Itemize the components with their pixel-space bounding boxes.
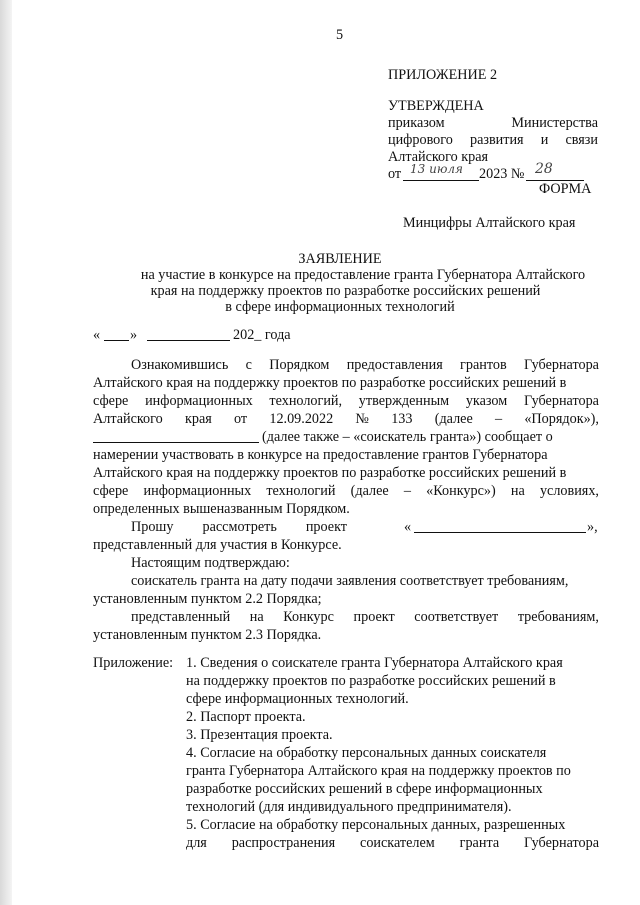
p1-line-6: намерении участвовать в конкурсе на предоставление грантов Губернатора: [93, 447, 548, 463]
order-line-3: Алтайского края: [388, 149, 489, 165]
order-date-prefix: от: [388, 166, 402, 182]
title-line-3: в сфере информационных технологий: [225, 299, 455, 315]
word: грантов: [460, 357, 507, 373]
word: технологий: [266, 483, 336, 499]
word: 133: [391, 411, 413, 427]
title-line-1: на участие в конкурсе на предоставление гранта Губернатора Алтайского: [140, 267, 586, 283]
addressee: Минцифры Алтайского края: [403, 215, 576, 231]
order-year: 2023 №: [479, 166, 525, 182]
order-word: приказом: [388, 115, 445, 131]
scan-edge-shadow: [0, 0, 12, 905]
order-date-line: [403, 180, 479, 181]
p1-line-9: определенных вышеназванным Порядком.: [93, 501, 350, 517]
order-word: и: [540, 132, 549, 148]
attachment-1-line-1: 1. Сведения о соискателе гранта Губернатора Алтайского края: [186, 655, 563, 671]
word: проект: [353, 609, 395, 625]
order-date-handwritten: 13 июля: [410, 162, 463, 176]
page-number: 5: [336, 27, 344, 43]
order-number-handwritten: 28: [535, 161, 553, 177]
word: условиях,: [539, 483, 599, 499]
attachment-5-line-1: 5. Согласие на обработку персональных данных, разрешенных: [186, 817, 566, 833]
attachment-5-line-2: [186, 834, 599, 853]
word: технологий,: [269, 393, 343, 409]
word: сфере: [93, 483, 129, 499]
word: сфере: [93, 393, 129, 409]
attachment-4-line-4: технологий (для индивидуального предпринимателя).: [186, 799, 512, 815]
word: от: [234, 411, 248, 427]
project-name-blank: [414, 532, 586, 533]
title-line-2: края на поддержку проектов по разработке российских решений: [150, 283, 541, 299]
word: на: [249, 609, 264, 625]
day-blank-line: [104, 340, 129, 341]
attachment-2: 2. Паспорт проекта.: [186, 709, 306, 725]
appendix-heading: ПРИЛОЖЕНИЕ 2: [388, 67, 498, 83]
order-line-1: [388, 114, 598, 133]
word: Губернатора: [523, 835, 599, 851]
attachment-4-line-1: 4. Согласие на обработку персональных данных соискателя: [186, 745, 547, 761]
document-heading: ЗАЯВЛЕНИЕ: [298, 251, 382, 267]
word: проект: [305, 519, 347, 535]
word: с: [245, 357, 252, 373]
date-close-quote: »: [130, 327, 138, 343]
word: Губернатора: [523, 393, 599, 409]
project-close-quote: »,: [587, 519, 598, 535]
word: –: [403, 483, 411, 499]
word: на: [510, 483, 525, 499]
attachments-label: Приложение:: [93, 655, 174, 671]
word: рассмотреть: [202, 519, 277, 535]
date-year: 202_ года: [233, 327, 291, 343]
month-blank-line: [147, 340, 230, 341]
word: края: [184, 411, 212, 427]
approved-label: УТВЕРЖДЕНА: [388, 98, 484, 114]
word: соответствует: [414, 609, 499, 625]
date-open-quote: «: [93, 327, 101, 343]
attachment-1-line-2: на поддержку проектов по разработке российских решений в: [186, 673, 556, 689]
p1-line-1: [131, 356, 599, 375]
word: (далее: [434, 411, 473, 427]
word: утвержденным: [358, 393, 450, 409]
applicant-name-blank: [93, 442, 259, 443]
order-line-2: [388, 131, 598, 150]
word: Алтайского: [93, 411, 163, 427]
order-word: развития: [469, 132, 524, 148]
project-open-quote: «: [404, 519, 412, 535]
word: (далее: [350, 483, 389, 499]
word: «Порядок»),: [524, 411, 599, 427]
p2-line-1: [131, 518, 347, 537]
p5-line-1: [131, 608, 599, 627]
word: Прошу: [131, 519, 174, 535]
word: для: [186, 835, 207, 851]
word: информационных: [143, 483, 252, 499]
word: представленный: [131, 609, 231, 625]
p2-line-2: представленный для участия в Конкурсе.: [93, 537, 342, 553]
word: Ознакомившись: [131, 357, 229, 373]
word: указом: [465, 393, 508, 409]
order-word: цифрового: [388, 132, 453, 148]
word: распространения: [231, 835, 336, 851]
attachment-4-line-3: разработке российских решений в сфере информационных: [186, 781, 543, 797]
word: –: [495, 411, 503, 427]
p4-line-1: соискатель гранта на дату подачи заявления соответствует требованиям,: [131, 573, 569, 589]
word: Порядком: [269, 357, 330, 373]
attachment-1-line-3: сфере информационных технологий.: [186, 691, 409, 707]
word: Губернатора: [523, 357, 599, 373]
p1-line-5: (далее также – «соискатель гранта») сообщает о: [262, 429, 553, 445]
p3-line: Настоящим подтверждаю:: [131, 555, 290, 571]
word: гранта: [459, 835, 500, 851]
word: информационных: [145, 393, 253, 409]
p5-line-2: установленным пунктом 2.3 Порядка.: [93, 627, 322, 643]
p1-line-2: Алтайского края на поддержку проектов по разработке российских решений в: [93, 375, 567, 391]
p1-line-3: [93, 392, 599, 411]
word: требованиям,: [517, 609, 599, 625]
attachment-4-line-2: гранта Губернатора Алтайского края на поддержку проектов по: [186, 763, 571, 779]
word: №: [355, 411, 369, 427]
word: «Конкурс»): [426, 483, 496, 499]
word: Конкурс: [283, 609, 334, 625]
order-word: связи: [565, 132, 598, 148]
word: соискателем: [360, 835, 435, 851]
attachment-3: 3. Презентация проекта.: [186, 727, 333, 743]
order-word: Министерства: [511, 115, 598, 131]
p1-line-4: [93, 410, 599, 429]
word: предоставления: [346, 357, 443, 373]
word: 12.09.2022: [269, 411, 334, 427]
form-label: ФОРМА: [539, 181, 592, 197]
p1-line-7: Алтайского края на поддержку проектов по разработке российских решений в: [93, 465, 567, 481]
p4-line-2: установленным пунктом 2.2 Порядка;: [93, 591, 322, 607]
p1-line-8: [93, 482, 599, 501]
